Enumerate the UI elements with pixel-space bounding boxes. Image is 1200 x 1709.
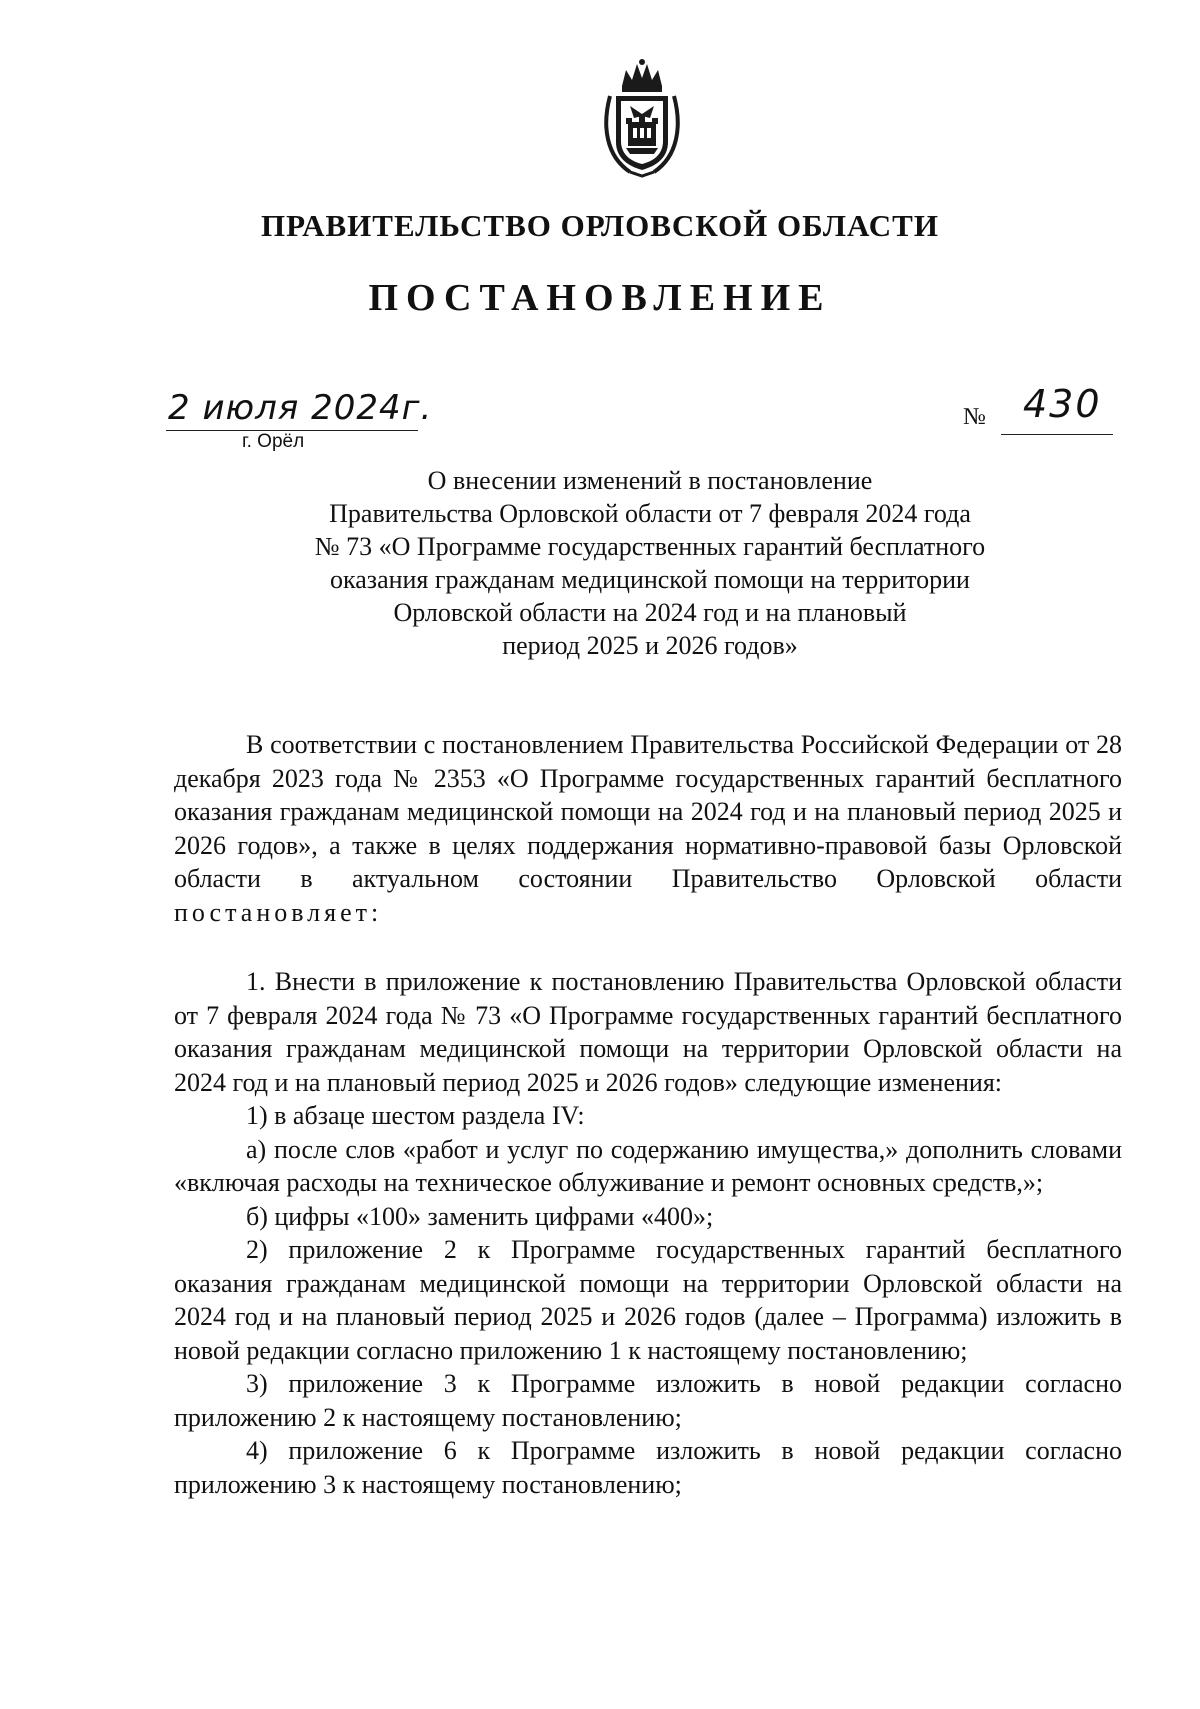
orel-oblast-coat-of-arms-icon — [600, 56, 684, 178]
number-underline — [1001, 434, 1113, 435]
handwritten-number: 430 — [1023, 382, 1102, 426]
resolves-word: постановляет: — [174, 897, 383, 927]
clause-paragraph: 3) приложение 3 к Программе изложить в новой редакции согласно приложению 2 к настоящему постановлению; — [174, 1369, 1122, 1432]
subject-line: № 73 «О Программе государственных гарантий бесплатного — [314, 532, 986, 561]
subject-line: период 2025 и 2026 годов» — [502, 631, 798, 660]
paragraph-gap — [174, 929, 1122, 965]
document-subject — [270, 464, 1030, 662]
subject-line: Правительства Орловской области от 7 февраля 2024 года — [329, 499, 971, 528]
organization-title: ПРАВИТЕЛЬСТВО ОРЛОВСКОЙ ОБЛАСТИ — [261, 208, 939, 243]
clause-paragraph: 1) в абзаце шестом раздела IV: — [246, 1101, 585, 1130]
clause-paragraph: б) цифры «100» заменить цифрами «400»; — [246, 1201, 714, 1231]
date-block — [166, 384, 476, 454]
number-sign: № — [963, 404, 986, 430]
city-label: г. Орёл — [242, 431, 305, 452]
handwritten-date: 2 июля 2024г. — [168, 388, 433, 428]
clause-paragraph: а) после слов «работ и услуг по содержанию имущества,» дополнить словами «включая расходы на техническое облуживание и ремонт основных средств,»; — [174, 1134, 1122, 1197]
document-number-block — [963, 382, 1133, 442]
document-type-title: ПОСТАНОВЛЕНИЕ — [368, 277, 832, 319]
preamble-text: В соответствии с постановлением Правительства Российской Федерации от 28 декабря 2023 года № 2353 «О Программе государственных гарантий бесплатного оказания гражданам медицинской помощи на 2024 год и на плановый период 2025 и 2026 годов», а также в целях поддержания нормативно-правовой базы Орловской области в актуальном состоянии Правительство Орловской области — [174, 730, 1122, 893]
subject-line: О внесении изменений в постановление — [427, 466, 873, 495]
document-body — [174, 728, 1122, 1501]
subject-line: оказания гражданам медицинской помощи на территории — [330, 565, 970, 594]
clause-paragraph: 1. Внести в приложение к постановлению Правительства Орловской области от 7 февраля 2024 года № 73 «О Программе государственных гарантий бесплатного оказания гражданам медицинской помощи на территории Орловской области на 2024 год и на плановый период 2025 и 2026 годов» следующие изменения: — [174, 967, 1122, 1097]
preamble-paragraph — [174, 728, 1122, 929]
subject-line: Орловской области на 2024 год и на плановый — [393, 598, 907, 627]
clause-paragraph: 2) приложение 2 к Программе государственных гарантий бесплатного оказания гражданам медицинской помощи на территории Орловской области на 2024 год и на плановый период 2025 и 2026 годов (далее – Программа) изложить в новой редакции согласно приложению 1 к настоящему постановлению; — [174, 1235, 1122, 1365]
clause-paragraph: 4) приложение 6 к Программе изложить в новой редакции согласно приложению 3 к настоящему постановлению; — [174, 1436, 1122, 1499]
